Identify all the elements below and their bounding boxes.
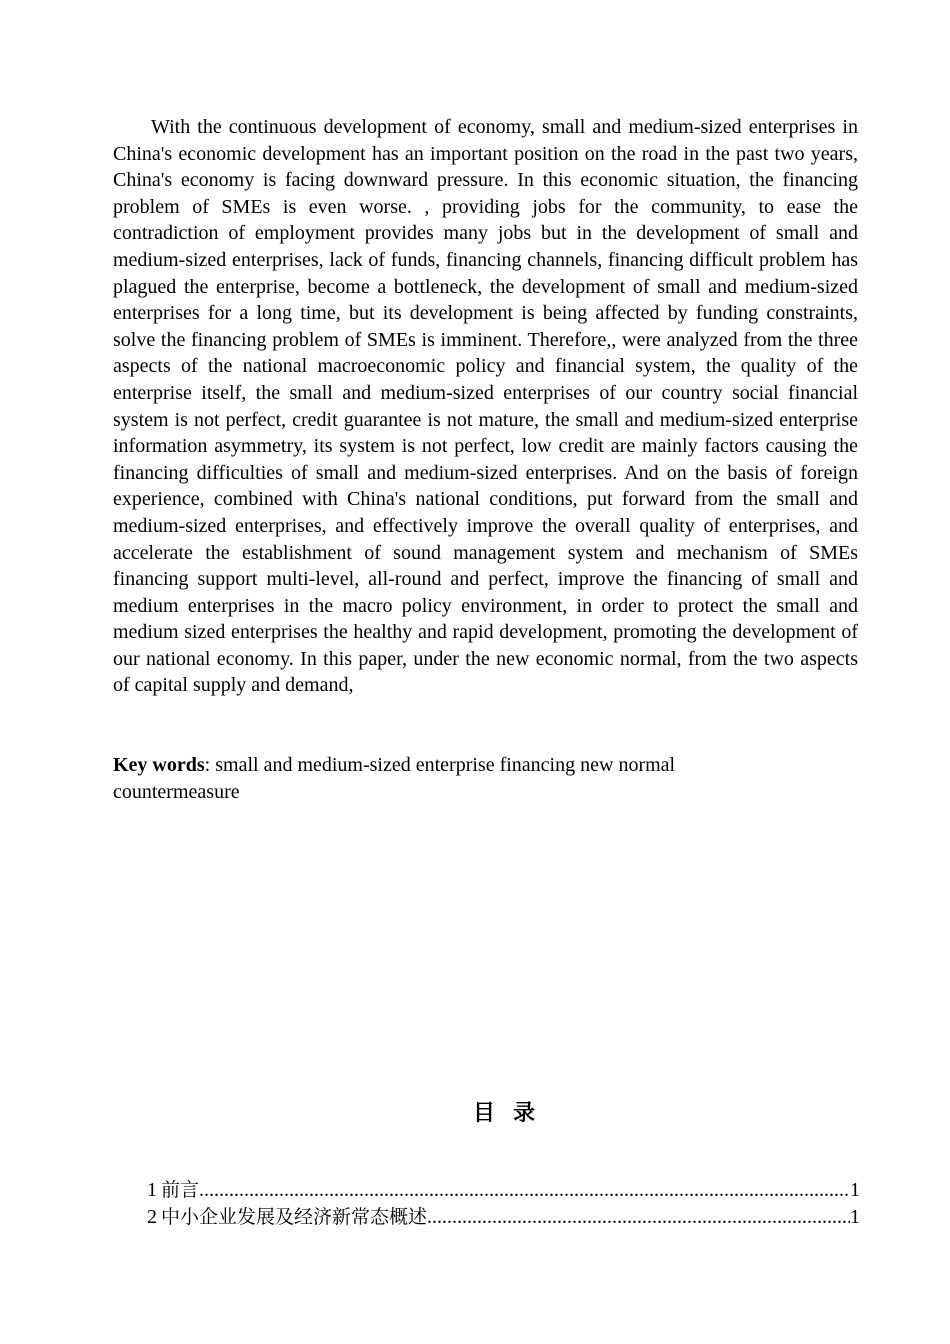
keywords-separator: : <box>204 754 216 776</box>
toc-entry-page: 1 <box>850 1179 860 1201</box>
keywords-label: Key words <box>113 754 205 776</box>
toc-entry-page: 1 <box>850 1206 860 1228</box>
toc-entry[interactable] <box>147 1177 860 1204</box>
toc-title: 目录 <box>472 1101 553 1126</box>
toc-leader-dots <box>427 1204 850 1231</box>
toc-entry-label: 前言 <box>161 1179 200 1201</box>
table-of-contents <box>147 1177 860 1231</box>
keywords-value: small and medium-sized enterprise financing new normal countermeasure <box>113 754 676 803</box>
toc-entry-number: 1 <box>147 1179 157 1201</box>
abstract-paragraph: With the continuous development of economy, small and medium-sized enterprises in China's economic development has an important position on the road in the past two years, China's economy is facing downward pressure. In this economic situation, the financing problem of SMEs is even worse. , providing jobs for the community, to ease the contradiction of employment provides many jobs but in the development of small and medium-sized enterprises, lack of funds, financing channels, financing difficult problem has plagued the enterprise, become a bottleneck, the development of small and medium-sized enterprises for a long time, but its development is being affected by funding constraints, solve the financing problem of SMEs is imminent. Therefore,, were analyzed from the three aspects of the national macroeconomic policy and financial system, the quality of the enterprise itself, the small and medium-sized enterprises of our country social financial system is not perfect, credit guarantee is not mature, the small and medium-sized enterprise information asymmetry, its system is not perfect, low credit are mainly factors causing the financing difficulties of small and medium-sized enterprises. And on the basis of foreign experience, combined with China's national conditions, put forward from the small and medium-sized enterprises, and effectively improve the overall quality of enterprises, and accelerate the establishment of sound management system and mechanism of SMEs financing support multi-level, all-round and perfect, improve the financing of small and medium enterprises in the macro policy environment, in order to protect the small and medium sized enterprises the healthy and rapid development, promoting the development of our national economy. In this paper, under the new economic normal, from the two aspects of capital supply and demand, <box>113 116 858 697</box>
toc-entry-number: 2 <box>147 1206 157 1228</box>
toc-leader-dots <box>199 1177 850 1204</box>
keywords-line <box>113 752 773 805</box>
toc-entry[interactable] <box>147 1204 860 1231</box>
toc-entry-label: 中小企业发展及经济新常态概述 <box>161 1206 428 1228</box>
